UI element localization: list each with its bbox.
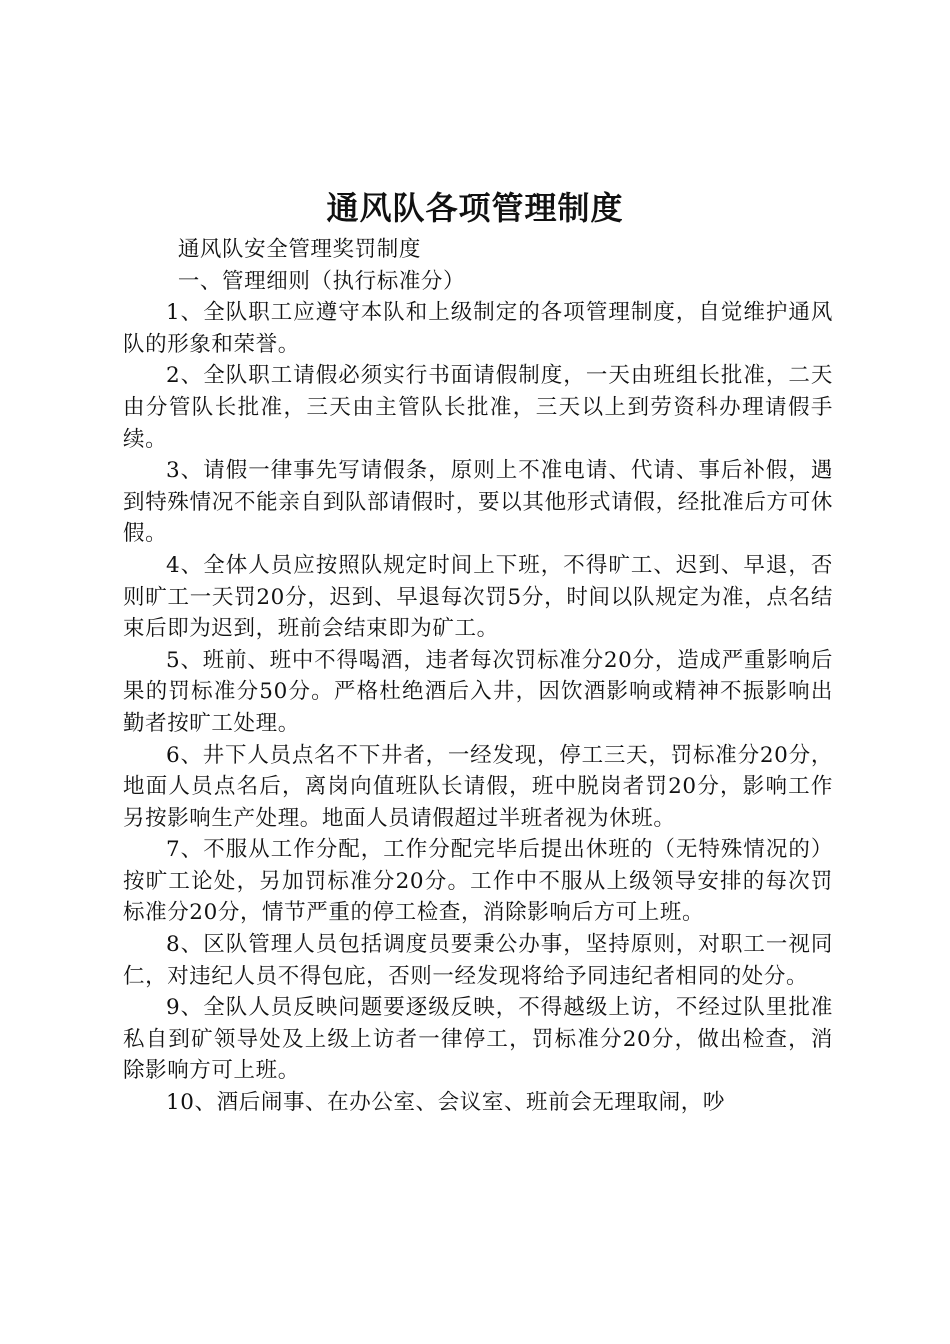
paragraph-9: 9、全队人员反映问题要逐级反映，不得越级上访，不经过队里批准私自到矿领导处及上级上访者一律停工，罚标准分20分，做出检查，消除影响方可上班。 [123,995,833,1084]
paragraph-4: 4、全体人员应按照队规定时间上下班，不得旷工、迟到、早退，否则旷工一天罚20分，迟到、早退每次罚5分，时间以队规定为准，点名结束后即为迟到，班前会结束即为矿工。 [123,552,833,642]
paragraph-2: 2、全队职工请假必须实行书面请假制度，一天由班组长批准，二天由分管队长批准，三天由主管队长批准，三天以上到劳资科办理请假手续。 [123,363,833,452]
paragraph-1: 1、全队职工应遵守本队和上级制定的各项管理制度，自觉维护通风队的形象和荣誉。 [123,300,833,357]
paragraph-8: 8、区队管理人员包括调度员要秉公办事，坚持原则，对职工一视同仁，对违纪人员不得包庇，否则一经发现将给予同违纪者相同的处分。 [123,932,833,989]
document-subtitle: 通风队安全管理奖罚制度 [177,237,421,262]
section-heading: 一、管理细则（执行标准分） [177,268,466,294]
paragraph-7: 7、不服从工作分配，工作分配完毕后提出休班的（无特殊情况的）按旷工论处，另加罚标准分20分。工作中不服从上级领导安排的每次罚标准分20分，情节严重的停工检查，消除影响后方可上班。 [123,837,833,926]
paragraph-6: 6、井下人员点名不下井者，一经发现，停工三天，罚标准分20分，地面人员点名后，离岗向值班队长请假，班中脱岗者罚20分，影响工作另按影响生产处理。地面人员请假超过半班者视为休班。 [123,742,833,831]
paragraph-5: 5、班前、班中不得喝酒，违者每次罚标准分20分，造成严重影响后果的罚标准分50分。严格杜绝酒后入井，因饮酒影响或精神不振影响出勤者按旷工处理。 [123,647,833,736]
document-title: 通风队各项管理制度 [326,189,624,227]
paragraph-3: 3、请假一律事先写请假条，原则上不准电请、代请、事后补假，遇到特殊情况不能亲自到队部请假时，要以其他形式请假，经批准后方可休假。 [123,458,833,547]
paragraph-10: 10、酒后闹事、在办公室、会议室、班前会无理取闹，吵 [166,1090,725,1116]
document-body [123,234,833,1119]
